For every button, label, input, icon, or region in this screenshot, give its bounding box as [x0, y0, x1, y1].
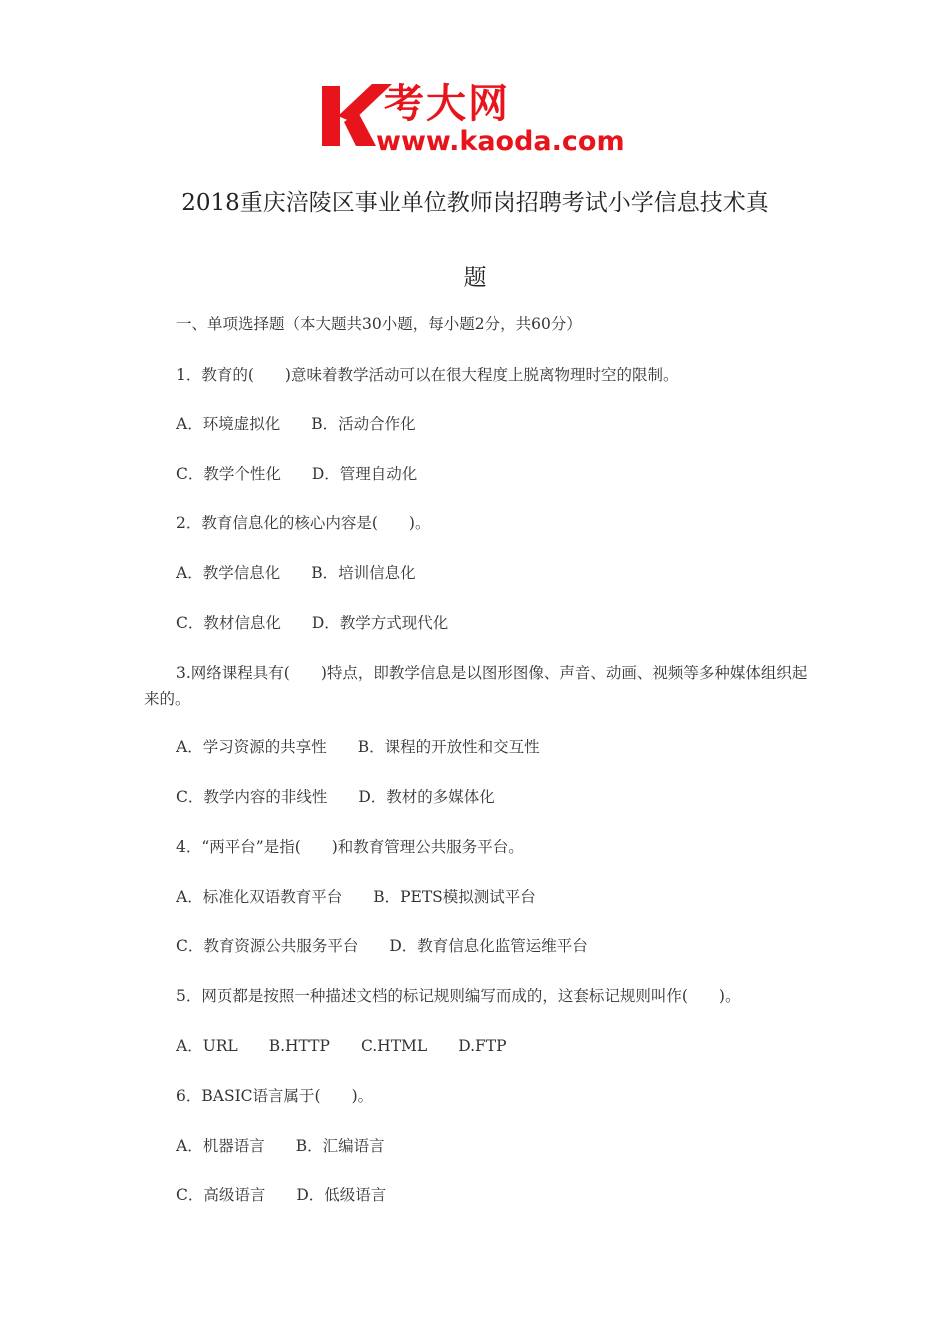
question-1-options-row-1: A．环境虚拟化 B．活动合作化	[176, 415, 416, 433]
question-5-stem: 5．网页都是按照一种描述文档的标记规则编写而成的，这套标记规则叫作( )。	[176, 987, 741, 1005]
question-4-options-row-1: A．标准化双语教育平台 B．PETS模拟测试平台	[176, 888, 536, 906]
question-1-options-row-2: C．教学个性化 D．管理自动化	[176, 465, 418, 483]
question-6-options-row-1: A．机器语言 B．汇编语言	[176, 1137, 385, 1155]
question-4-options-row-2: C．教育资源公共服务平台 D．教育信息化监管运维平台	[176, 937, 588, 955]
question-4-stem: 4．“两平台”是指( )和教育管理公共服务平台。	[176, 838, 524, 856]
question-3-options-row-2: C．教学内容的非线性 D．教材的多媒体化	[176, 788, 495, 806]
logo-name: 考大网	[384, 81, 510, 127]
document-title-line-2: 题	[463, 265, 487, 291]
question-6-stem: 6．BASIC语言属于( )。	[176, 1087, 374, 1105]
question-3-options-row-1: A．学习资源的共享性 B．课程的开放性和交互性	[176, 738, 540, 756]
logo-url: www.kaoda.com	[376, 126, 625, 157]
question-6-options-row-2: C．高级语言 D．低级语言	[176, 1186, 387, 1204]
document-title-line-1: 2018重庆涪陵区事业单位教师岗招聘考试小学信息技术真	[181, 190, 769, 216]
question-2-stem: 2．教育信息化的核心内容是( )。	[176, 514, 431, 532]
kaoda-logo	[318, 82, 638, 158]
question-5-options-row-1: A．URL B.HTTP C.HTML D.FTP	[176, 1037, 507, 1055]
question-2-options-row-2: C．教材信息化 D．教学方式现代化	[176, 614, 449, 632]
question-2-options-row-1: A．教学信息化 B．培训信息化	[176, 564, 416, 582]
section-heading: 一、单项选择题（本大题共30小题，每小题2分，共60分）	[176, 315, 582, 333]
question-1-stem: 1．教育的( )意味着教学活动可以在很大程度上脱离物理时空的限制。	[176, 366, 679, 384]
question-3-stem: 3.网络课程具有( )特点，即教学信息是以图形图像、声音、动画、视频等多种媒体组织起来的。	[144, 664, 808, 708]
